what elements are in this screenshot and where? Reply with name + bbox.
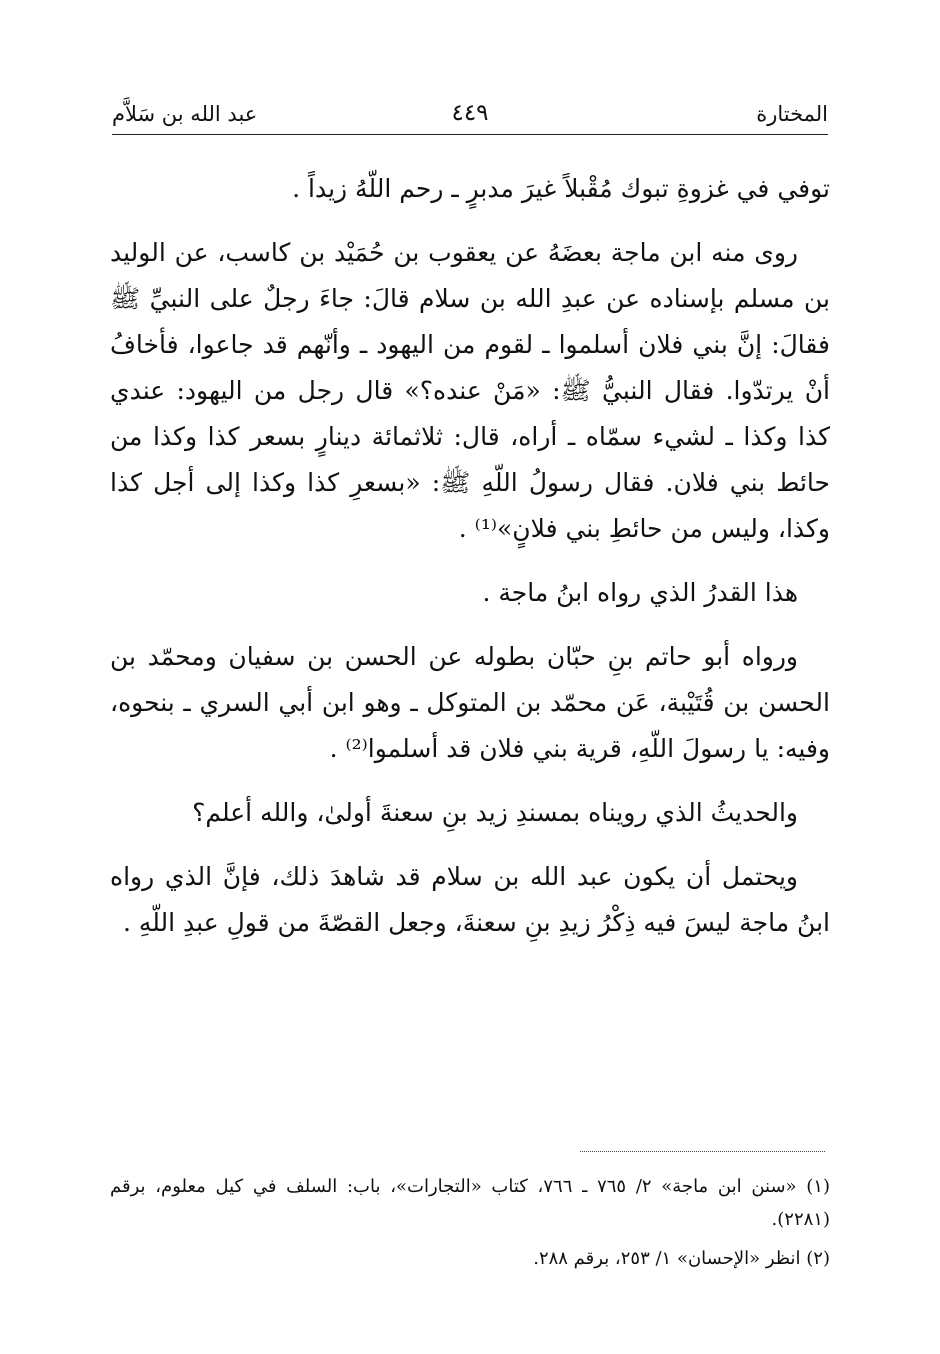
main-text bbox=[110, 166, 830, 964]
running-header bbox=[112, 98, 828, 135]
paragraph-6: ويحتمل أن يكون عبد الله بن سلام قد شاهدَ ذلك، فإنَّ الذي رواه ابنُ ماجة ليسَ فيه ذِكْرُ زيدِ بنِ سعنةَ، وجعل القصّةَ من قولِ عبدِ اللّهِ . bbox=[110, 862, 830, 937]
paragraph-2: روى منه ابن ماجة بعضَهُ عن يعقوب بن حُمَيْد بن كاسب، عن الوليد بن مسلم بإسناده عن عبدِ الله بن سلام قالَ: جاءَ رجلٌ على النبيِّ ﷺ فقالَ: إنَّ بني فلان أسلموا ـ لقوم من اليهود ـ وأنّهم قد جاعوا، فأخافُ أنْ يرتدّوا. فقال النبيُّ ﷺ: «مَنْ عنده؟» قال رجل من اليهود: عندي كذا وكذا ـ لشيء سمّاه ـ أراه، قال: ثلاثمائة دينارٍ بسعر كذا وكذا من حائط بني فلان. فقال رسولُ اللّهِ ﷺ: «بسعرِ كذا وكذا إلى أجل كذا وكذا، وليس من حائطِ بني فلانٍ»⁽¹⁾ . bbox=[110, 238, 830, 543]
footnotes bbox=[110, 1170, 830, 1281]
paragraph-1: توفي في غزوةِ تبوك مُقْبلاً غيرَ مدبرٍ ـ رحم اللّهُ زيداً . bbox=[292, 174, 830, 203]
footnote-divider bbox=[580, 1151, 825, 1152]
book-title: المختارة bbox=[756, 102, 828, 126]
footnote-2: (٢) انظر «الإحسان» ١/ ٢٥٣، برقم ٢٨٨. bbox=[533, 1248, 830, 1269]
paragraph-4: ورواه أبو حاتم بنِ حبّان بطوله عن الحسن بن سفيان ومحمّد بن الحسن بن قُتَيْبة، عَن محمّد بن المتوكل ـ وهو ابن أبي السري ـ بنحوه، وفيه: يا رسولَ اللّهِ، قرية بني فلان قد أسلموا⁽²⁾ . bbox=[110, 642, 830, 763]
chapter-title: عبد الله بن سَلاَّم bbox=[112, 102, 258, 126]
paragraph-3: هذا القدرُ الذي رواه ابنُ ماجة . bbox=[482, 578, 798, 607]
paragraph-5: والحديثُ الذي رويناه بمسندِ زيد بنِ سعنةَ أولىٰ، والله أعلم؟ bbox=[192, 798, 798, 827]
page-number: ٤٤٩ bbox=[451, 100, 489, 126]
footnote-1: (١) «سنن ابن ماجة» ٢/ ٧٦٥ ـ ٧٦٦، كتاب «التجارات»، باب: السلف في كيل معلوم، برقم (٢٢٨١). bbox=[110, 1176, 830, 1230]
